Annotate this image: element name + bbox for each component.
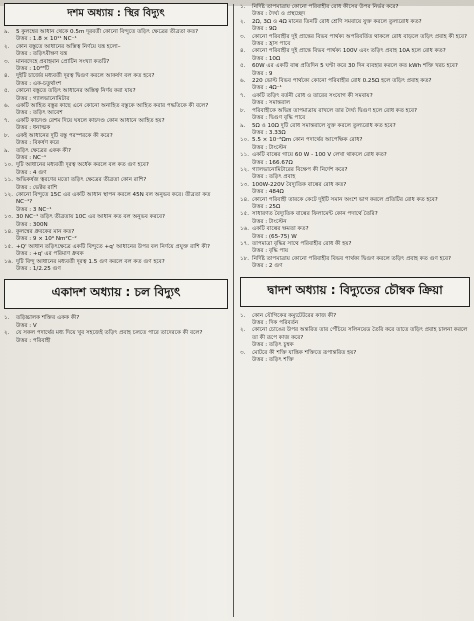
question-number: ৮. [240, 107, 246, 114]
question-text: দুটি বিন্দু আধানের মধ্যবর্তী দূরত্ব 1.5 গুণ করলে বল কত গুণ হবে? [16, 258, 165, 265]
answer-text: উত্তর : টাংস্টেন [252, 218, 287, 225]
column-divider [233, 4, 234, 617]
question-number: ২. [240, 327, 246, 334]
answer-text: উত্তর : 484Ω [252, 189, 284, 196]
answer-text: উত্তর : 9Ω [252, 26, 277, 33]
question-text: 2Ω, 3Ω ও 4Ω মানের তিনটি রোধ শ্রেণি সমবায়ে যুক্ত করলে তুল্যরোধ কত? [252, 18, 422, 25]
question-text: তাপমাত্রা বৃদ্ধির সাথে পরিবাহীর রোধ কী হয়? [252, 241, 352, 247]
question-number: ১. [4, 315, 10, 322]
question-number: ৫. [4, 88, 10, 95]
question-number: ৯. [4, 147, 10, 154]
question-number: ১৫. [240, 211, 250, 218]
answer-text: উত্তর : V [16, 322, 37, 329]
question-text: একই আধানের দুটি বস্তু পরস্পরকে কী করে? [16, 132, 113, 139]
question [240, 63, 470, 70]
answer-text: উত্তর : টাংস্টেন [252, 144, 287, 151]
question-text: নির্দিষ্ট তাপমাত্রায় কোনো পরিবাহীর বিভব পার্থক্য দ্বিগুণ করলে তড়িৎ প্রবাহ কত গুণ হবে? [252, 255, 451, 262]
answer-text: উত্তর : 1/2.25 গুণ [16, 266, 61, 272]
chapter-11-title: একাদশ অধ্যায় : চল বিদ্যুৎ [4, 279, 228, 309]
answer-text: উত্তর : তড়িৎবীক্ষণ যন্ত্র [16, 51, 68, 58]
question-number: ১৬. [4, 258, 14, 265]
question-text: কোনো বিন্দুতে 15C এর একটি আধান স্থাপন করলে 45N বল অনুভব করে। তীব্রতা কত NC⁻¹? [16, 191, 211, 206]
question-text: অভিকর্ষজ ত্বরণের মতো তড়িৎ ক্ষেত্রের তীব্রতা কোন রাশি? [16, 177, 147, 184]
answer-text: উত্তর : হ্রাস পাবে [252, 41, 291, 48]
question-number: ২. [240, 18, 246, 25]
question-number: ৬. [4, 103, 10, 110]
question-number: ১৬. [240, 226, 250, 233]
question-number: ৭. [240, 92, 246, 99]
question-number: ৪. [4, 73, 10, 80]
answer-text: উত্তর : 2 গুণ [252, 263, 283, 270]
question-number: ৮. [4, 132, 10, 139]
question-number: ৩. [4, 58, 10, 65]
question-text: দুইটি চার্জের মধ্যবর্তী দূরত্ব দ্বিগুণ করলে আকর্ষণ বল কত হবে? [16, 73, 155, 80]
question [4, 73, 228, 80]
chapter-12-title: দ্বাদশ অধ্যায় : বিদ্যুতের চৌম্বক ক্রিয়া [240, 277, 470, 307]
question-text: 5.5 × 10⁻⁸Ωm কোন পদার্থের আপেক্ষিক রোধ? [252, 137, 363, 144]
answer-text: উত্তর : ধনাত্মক [16, 125, 51, 132]
chapter-10-questions [0, 29, 232, 273]
question [240, 226, 470, 233]
question-number: ১৫. [4, 243, 14, 250]
question-text: মানবদেহে প্রবাহমান প্রোটিন সংখ্যা কতটি? [16, 58, 110, 65]
question-text: একটি আহিত বস্তুর কাছে এনে কোনো অনাহিত বস্তুকে আহিত করার পদ্ধতিকে কী বলে? [16, 103, 209, 110]
question-number: ৯. [4, 29, 10, 35]
question-number: ১৪. [4, 228, 14, 235]
answer-text: উত্তর : তড়িৎ আবেশ [16, 110, 63, 117]
question-number: ১. [240, 312, 246, 319]
question-text: কোন যৌগিকের কম্যুটেটরের কাজ কী? [252, 312, 337, 319]
answer-text: উত্তর : পরিবাহী [16, 337, 51, 344]
question-text: 220 ভোল্ট বিভব পার্থক্যে কোনো পরিবাহীর রোধ 0.25Ω হলে তড়িৎ প্রবাহ কত? [252, 78, 432, 85]
question-number: ১১. [4, 177, 14, 184]
answer-text: উত্তর : দ্বিগুণ বৃদ্ধি পাবে [252, 115, 306, 122]
question-text: নির্দিষ্ট তাপমাত্রায় কোনো পরিবাহীর রোধ কীসের উপর নির্ভর করে? [252, 4, 399, 10]
question-text: তড়িচ্চালক শক্তির একক কী? [16, 315, 80, 322]
question [240, 350, 470, 357]
question [240, 327, 470, 342]
answer-text: উত্তর : 300N [16, 221, 48, 228]
chapter-11-questions-continued [236, 0, 474, 271]
question-text: যে সকল পদার্থের মধ্য দিয়ে খুব সহজেই তড়িৎ প্রবাহ চলতে পারে তাদেরকে কী বলে? [16, 330, 203, 337]
question [240, 34, 470, 41]
question [4, 59, 228, 66]
answer-text: উত্তর : 10²⁸টি [16, 66, 50, 73]
answer-text: উত্তর : তড়িৎ প্রবাহ [252, 174, 296, 181]
question-text: +Q' আধান তড়িৎক্ষেত্রে একটি বিন্দুতে +q' আধানের উপর বল নির্ণয়ে প্রযুক্ত রাশি কী? [16, 243, 210, 250]
question [4, 148, 228, 155]
question [240, 152, 470, 159]
question-text: গ্যালভানোমিটারের বিক্ষেপ কী নির্দেশ করে? [252, 166, 348, 173]
question-text: 100W-220V বৈদ্যুতিক বাল্বের রোধ কত? [252, 181, 347, 188]
question [4, 162, 228, 169]
question [240, 108, 470, 115]
question-number: ১৩. [4, 214, 14, 221]
question-text: 30 NC⁻¹ তড়িৎ তীব্রতায় 10C এর আধান কত বল অনুভব করবে? [16, 214, 166, 221]
question [240, 313, 470, 320]
question-number: ১১. [240, 152, 250, 159]
question [240, 211, 470, 218]
question [240, 123, 470, 130]
question [4, 330, 228, 337]
question-number: ১. [240, 4, 246, 10]
answer-text: উত্তর : 25Ω [252, 203, 281, 210]
answer-text: উত্তর : বিকর্ষণ করে [16, 140, 59, 147]
question-number: ৭. [4, 117, 10, 124]
question [4, 214, 228, 221]
question-number: ১৩. [240, 181, 250, 188]
question-number: ১২. [4, 191, 14, 198]
answer-text: উত্তর : 9 [252, 70, 273, 77]
question-number: ১০. [240, 137, 250, 144]
answer-text: উত্তর : (65-75) W [252, 233, 297, 240]
answer-text: উত্তর : 166.67Ω [252, 159, 293, 166]
question-text: একটি তড়িৎ বর্তনী রোধ ও তারের সংযোগ কী সমবায়? [252, 92, 373, 99]
question-number: ৬. [240, 78, 246, 85]
question-text: 60W এর একটি বাল্ব প্রতিদিন 5 ঘণ্টা করে 30 দিন ব্যবহার করলে কত kWh শক্তি খরচ হবে? [252, 63, 458, 70]
question-text: কোন বস্তুতে আধানের অস্তিত্ব নির্ণয়ে যন্ত্র হলো– [16, 43, 121, 50]
answer-text: উত্তর : বৃদ্ধি পায় [252, 248, 289, 255]
question-number: ২. [4, 330, 10, 337]
answer-text: উত্তর : 4Ω⁻¹ [252, 85, 282, 92]
question-text: পরিবাহীকে অভিন্ন তাপমাত্রায় রাখলে তার দৈর্ঘ্য দ্বিগুণ হলে রোধ কত হবে? [252, 107, 417, 114]
answer-text: উত্তর : NC⁻¹ [16, 154, 47, 161]
question [4, 133, 228, 140]
question-number: ১৮. [240, 255, 250, 262]
answer-text: উত্তর : 3 NC⁻¹ [16, 206, 52, 213]
question-text: কোনো পরিবাহীর দুই প্রান্তের বিভব পার্থক্য অপরিবর্তিত থাকলে রোধ বাড়লে তড়িৎ প্রবাহ কী হবে? [252, 33, 468, 40]
question-number: ৩. [240, 33, 246, 40]
question-text: কোনো চোঙের উপর অন্তরিত তার পেঁচিয়ে সলিনয়েড তৈরি করে তাতে তড়িৎ প্রবাহ চালনা করলে তা কী রূপে কাজ করে? [252, 327, 468, 341]
answer-text: উত্তর : গ্যালভানোমিটার [16, 95, 70, 102]
question-number: ১৪. [240, 196, 250, 203]
question [4, 192, 228, 207]
answer-text: উত্তর : দৈর্ঘ্য ও প্রস্থচ্ছেদ [252, 11, 306, 18]
answer-text: উত্তর : সমান্তরাল [252, 100, 291, 107]
question [240, 48, 470, 55]
chapter-12-questions [236, 313, 474, 365]
chapter-11-questions [0, 315, 232, 345]
question-number: ৯. [240, 122, 246, 129]
question-text: কুলম্বের ধ্রুবকের মান কত? [16, 228, 75, 235]
question [4, 315, 228, 322]
answer-text: উত্তর : এক-চতুর্থাংশ [16, 80, 62, 87]
question [240, 137, 470, 144]
answer-text: উত্তর : 4 গুণ [16, 169, 47, 176]
answer-text: উত্তর : তড়িৎ শক্তি [252, 357, 294, 364]
right-column [236, 0, 474, 621]
question-number: ২. [4, 43, 10, 50]
question [4, 88, 228, 95]
question [240, 197, 470, 204]
question-text: একটি বাল্বের গায়ে 60 W - 100 V লেখা থাকলে রোধ কত? [252, 152, 387, 159]
question-text: 5Ω ও 10Ω দুটি রোধ সমান্তরালে যুক্ত করলে তুল্যরোধ কত হবে? [252, 122, 396, 129]
question-number: ১৭. [240, 241, 250, 247]
answer-text: উত্তর : +q' এর পরিমাণ ধ্রুবক [16, 251, 84, 258]
answer-text: উত্তর : 9 × 10⁹ Nm²C⁻² [16, 236, 77, 243]
question-text: সাধারণত বৈদ্যুতিক বাল্বের ফিলামেন্ট কোন পদার্থে তৈরি? [252, 211, 378, 218]
question-number: ৪. [240, 48, 246, 55]
question-number: ১২. [240, 166, 250, 173]
question-number: ১০. [4, 162, 14, 169]
question-number: ৫. [240, 63, 246, 70]
question-text: 5 কুলম্বের আধান থেকে 0.5m দূরবর্তী কোনো বিন্দুতে তড়িৎ ক্ষেত্রের তীব্রতা কত? [16, 29, 199, 35]
question-text: একটি বাল্বের ক্ষমতা কত? [252, 226, 309, 233]
question-number: ৩. [240, 349, 246, 356]
chapter-10-title: দশম অধ্যায় : স্থির বিদ্যুৎ [4, 3, 228, 26]
question-text: দুটি আধানের মধ্যবর্তী দূরত্ব অর্ধেক করলে বল কত গুণ হবে? [16, 162, 149, 169]
answer-text: উত্তর : 1.8 × 10¹¹ NC⁻¹ [16, 36, 77, 43]
answer-text: উত্তর : 3.33Ω [252, 129, 286, 136]
question [4, 259, 228, 266]
answer-text: উত্তর : 10Ω [252, 55, 281, 62]
answer-text: উত্তর : তড়িৎ চুম্বক [252, 342, 294, 349]
answer-text: উত্তর : দিক পরিবর্তন [252, 320, 299, 327]
question-text: একটি কাচদণ্ড রেশম দিয়ে ঘষলে কাচদণ্ড কোন আধানে আহিত হয়? [16, 117, 165, 124]
answer-text: উত্তর : ভেক্টর রাশি [16, 184, 58, 191]
left-column [0, 0, 232, 621]
question-text: কোনো পরিবাহীর দুই প্রান্তে বিভব পার্থক্য 100V এবং তড়িৎ প্রবাহ 10A হলে রোধ কত? [252, 48, 446, 55]
question-text: মোটরে কী শক্তি যান্ত্রিক শক্তিতে রূপান্তরিত হয়? [252, 349, 357, 356]
question [4, 177, 228, 184]
question-text: কোনো পরিবাহী তারকে কেটে দুইটি সমান অংশে ভাগ করলে প্রতিটির রোধ কত হবে? [252, 196, 438, 203]
question-text: তড়িৎ ক্ষেত্রের একক কী? [16, 147, 71, 154]
question-text: কোনো বস্তুতে তড়িৎ আধানের অস্তিত্ব নির্ণয় করা যায়? [16, 88, 136, 95]
